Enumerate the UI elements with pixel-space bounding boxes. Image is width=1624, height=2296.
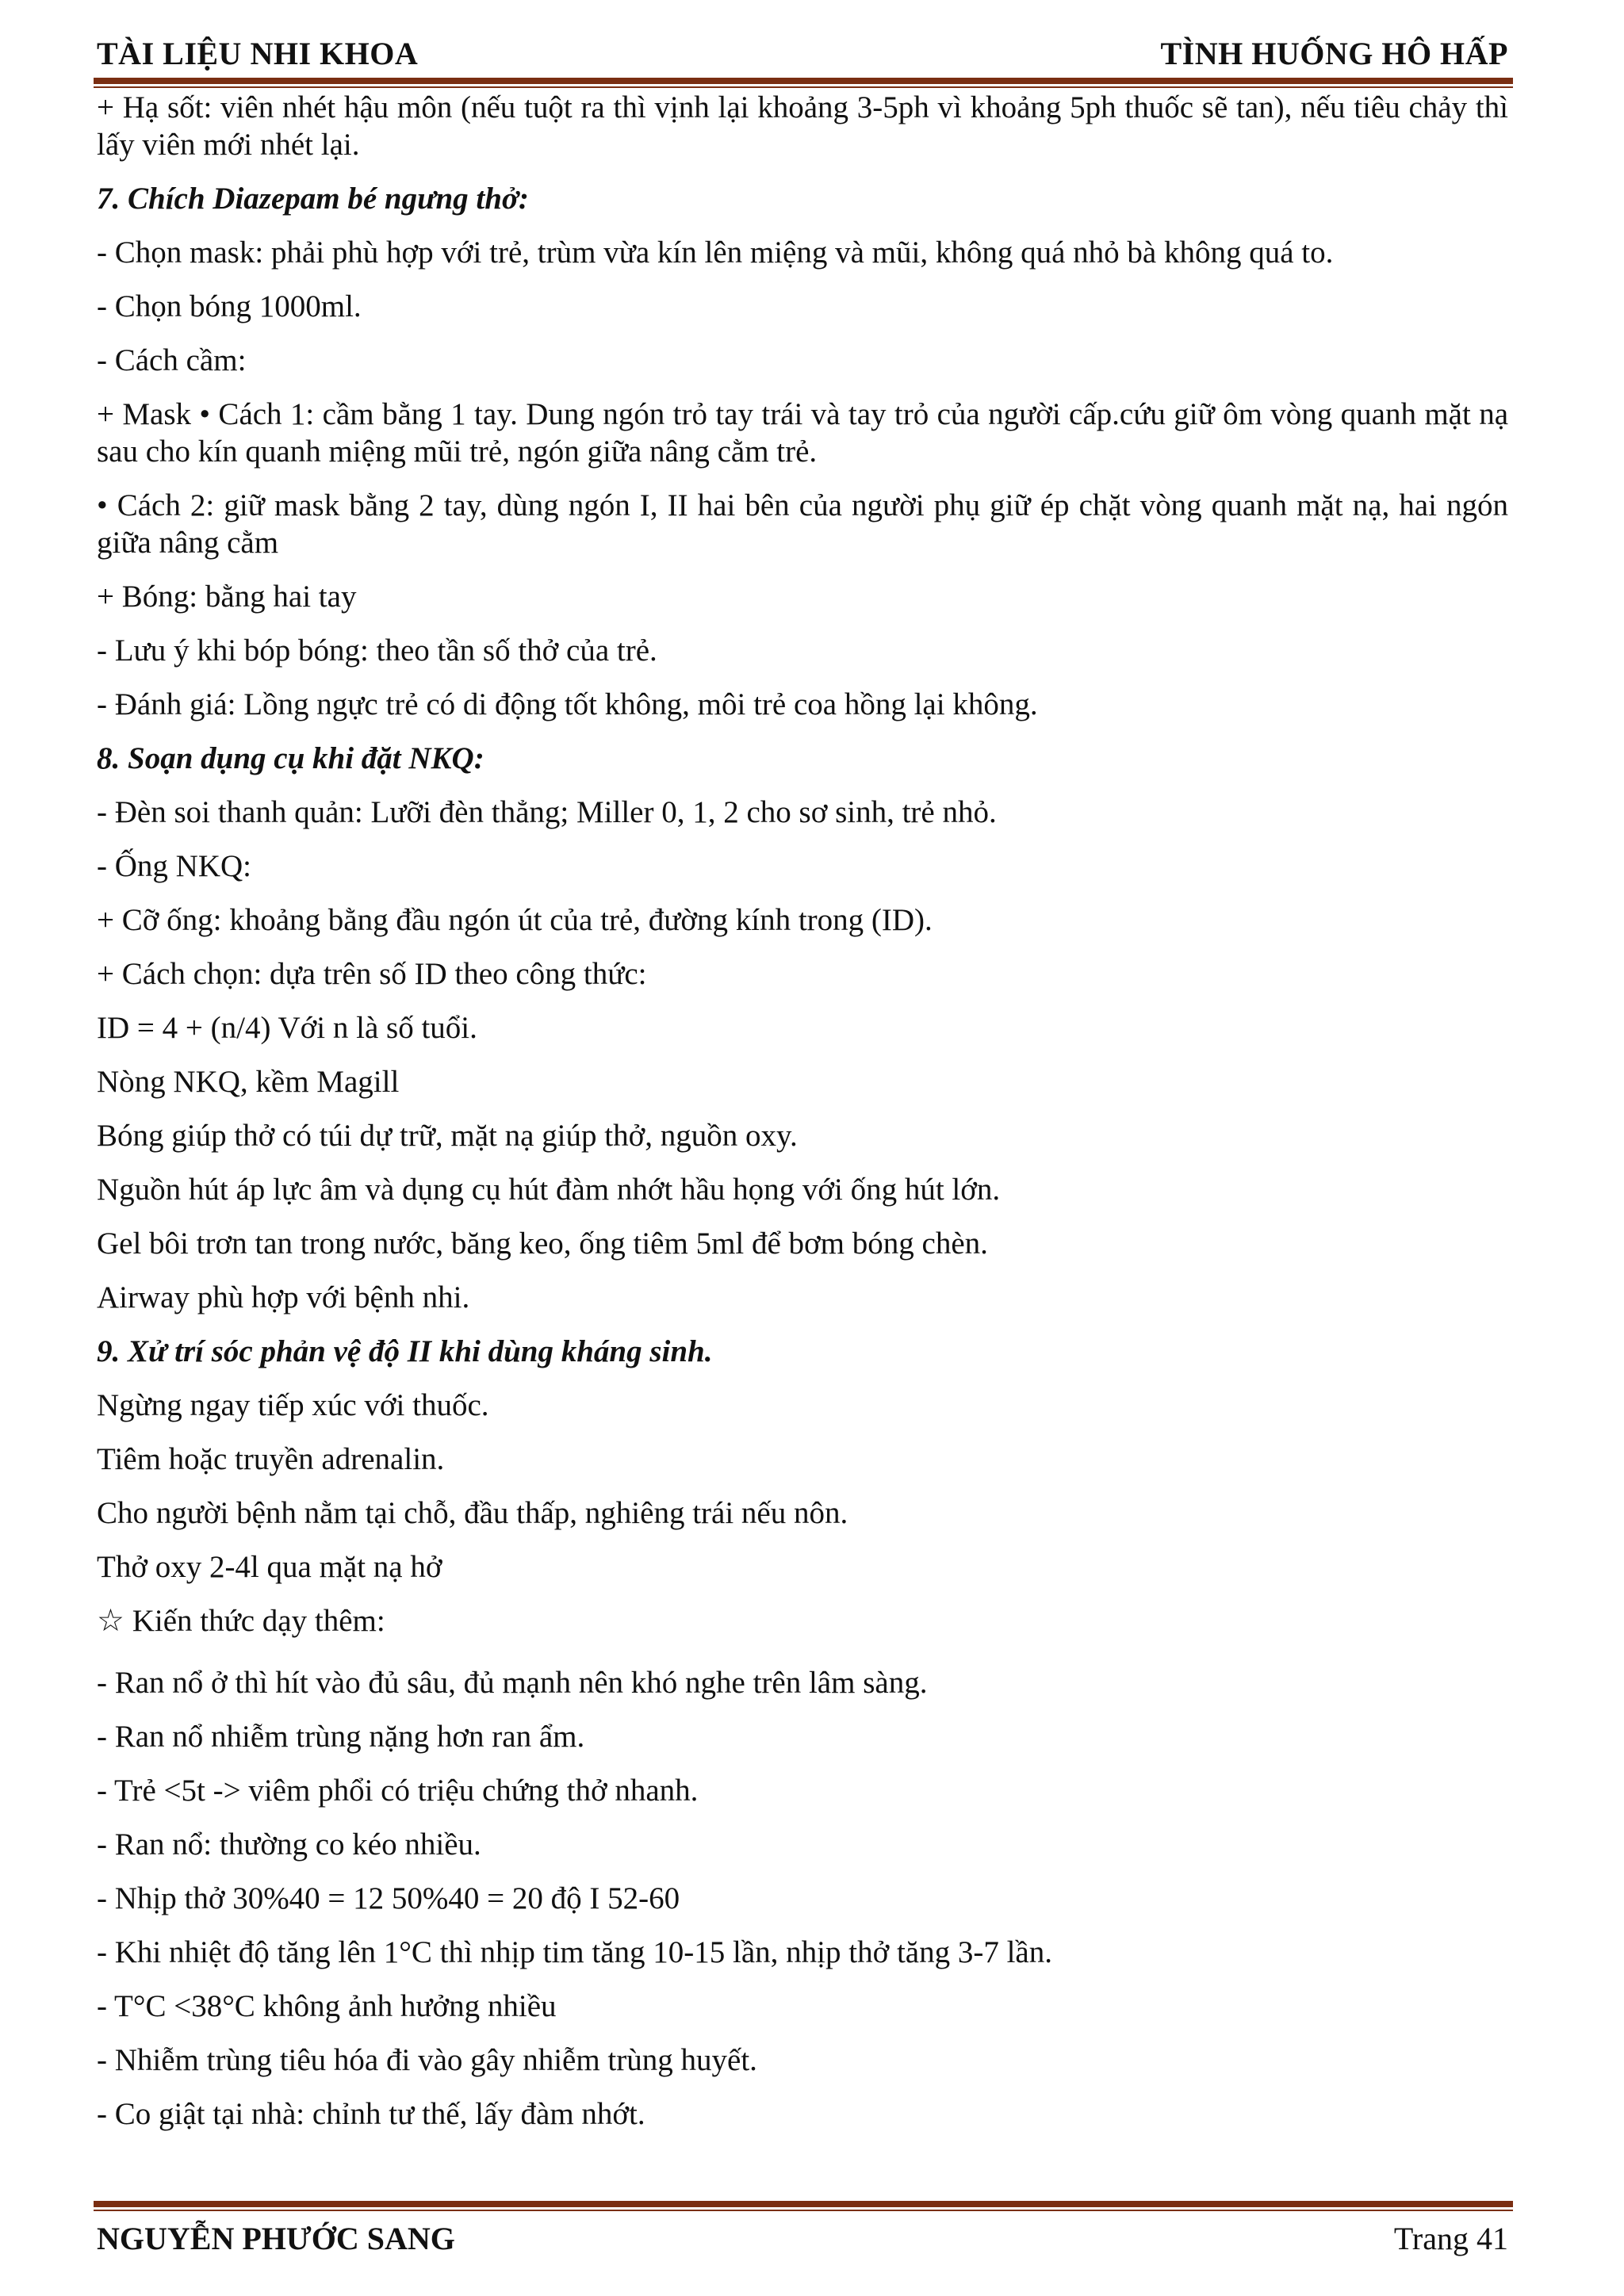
page-header <box>97 35 1508 79</box>
header-title-right: TÌNH HUỐNG HÔ HẤP <box>1160 36 1508 71</box>
paragraph: Gel bôi trơn tan trong nước, băng keo, ống tiêm 5ml để bơm bóng chèn. <box>97 1226 988 1261</box>
paragraph: + Hạ sốt: viên nhét hậu môn (nếu tuột ra thì vịnh lại khoảng 3-5ph vì khoảng 5ph thuốc sẽ tan), nếu tiêu chảy thì lấy viên mới nhét lại. <box>97 90 1508 162</box>
page-footer <box>97 2220 1508 2264</box>
paragraph: • Cách 2: giữ mask bằng 2 tay, dùng ngón I, II hai bên của người phụ giữ ép chặt vòng quanh mặt nạ, hai ngón giữa nâng cằm <box>97 488 1508 560</box>
paragraph: - Ran nổ nhiễm trùng nặng hơn ran ẩm. <box>97 1720 585 1754</box>
paragraph: Cho người bệnh nằm tại chỗ, đầu thấp, nghiêng trái nếu nôn. <box>97 1496 848 1530</box>
paragraph: Airway phù hợp với bệnh nhi. <box>97 1280 470 1314</box>
paragraph: Ngừng ngay tiếp xúc với thuốc. <box>97 1388 489 1422</box>
paragraph: - Co giật tại nhà: chỉnh tư thế, lấy đàm nhớt. <box>97 2097 645 2131</box>
header-title-left: TÀI LIỆU NHI KHOA <box>97 36 419 71</box>
paragraph: Nòng NKQ, kềm Magill <box>97 1065 400 1099</box>
paragraph: + Mask • Cách 1: cầm bằng 1 tay. Dung ngón trỏ tay trái và tay trỏ của người cấp.cứu giữ ôm vòng quanh mặt nạ sau cho kín quanh miệng mũi trẻ, ngón giữa nâng cằm trẻ. <box>97 397 1508 469</box>
author-name: NGUYỄN PHƯỚC SANG <box>97 2221 455 2256</box>
paragraph: - Đánh giá: Lồng ngực trẻ có di động tốt không, môi trẻ coa hồng lại không. <box>97 687 1038 721</box>
page-number: Trang 41 <box>1393 2221 1508 2256</box>
page-body <box>97 89 1508 2149</box>
paragraph: + Bóng: bằng hai tay <box>97 580 357 614</box>
paragraph: + Cỡ ống: khoảng bằng đầu ngón út của trẻ, đường kính trong (ID). <box>97 903 933 937</box>
paragraph: Thở oxy 2-4l qua mặt nạ hở <box>97 1550 442 1584</box>
paragraph: - Nhịp thở 30%40 = 12 50%40 = 20 độ I 52-60 <box>97 1881 680 1915</box>
paragraph: + Cách chọn: dựa trên số ID theo công thức: <box>97 957 647 991</box>
paragraph: Bóng giúp thở có túi dự trữ, mặt nạ giúp thở, nguồn oxy. <box>97 1119 798 1153</box>
paragraph: - Chọn mask: phải phù hợp với trẻ, trùm vừa kín lên miệng và mũi, không quá nhỏ bà không quá to. <box>97 235 1334 270</box>
section-heading: 9. Xử trí sóc phản vệ độ II khi dùng kháng sinh. <box>97 1334 713 1368</box>
paragraph: - Đèn soi thanh quản: Lưỡi đèn thẳng; Miller 0, 1, 2 cho sơ sinh, trẻ nhỏ. <box>97 795 997 829</box>
paragraph: - Nhiễm trùng tiêu hóa đi vào gây nhiễm trùng huyết. <box>97 2043 757 2077</box>
paragraph: - T°C <38°C không ảnh hưởng nhiều <box>97 1989 557 2023</box>
paragraph: Nguồn hút áp lực âm và dụng cụ hút đàm nhớt hầu họng với ống hút lớn. <box>97 1173 1001 1207</box>
paragraph: - Lưu ý khi bóp bóng: theo tần số thở của trẻ. <box>97 633 657 668</box>
paragraph: - Cách cầm: <box>97 343 247 377</box>
extra-knowledge-heading: ☆ Kiến thức dạy thêm: <box>97 1604 385 1638</box>
paragraph: - Ran nổ: thường co kéo nhiều. <box>97 1827 481 1862</box>
paragraph: - Chọn bóng 1000ml. <box>97 289 362 323</box>
section-heading: 8. Soạn dụng cụ khi đặt NKQ: <box>97 741 485 775</box>
paragraph: ID = 4 + (n/4) Với n là số tuổi. <box>97 1011 477 1045</box>
paragraph: - Trẻ <5t -> viêm phổi có triệu chứng thở nhanh. <box>97 1774 699 1808</box>
paragraph: Tiêm hoặc truyền adrenalin. <box>97 1442 445 1476</box>
paragraph: - Ống NKQ: <box>97 849 251 883</box>
paragraph: - Khi nhiệt độ tăng lên 1°C thì nhịp tim tăng 10-15 lần, nhịp thở tăng 3-7 lần. <box>97 1935 1052 1969</box>
paragraph: - Ran nổ ở thì hít vào đủ sâu, đủ mạnh nên khó nghe trên lâm sàng. <box>97 1666 928 1700</box>
section-heading: 7. Chích Diazepam bé ngưng thở: <box>97 182 529 216</box>
